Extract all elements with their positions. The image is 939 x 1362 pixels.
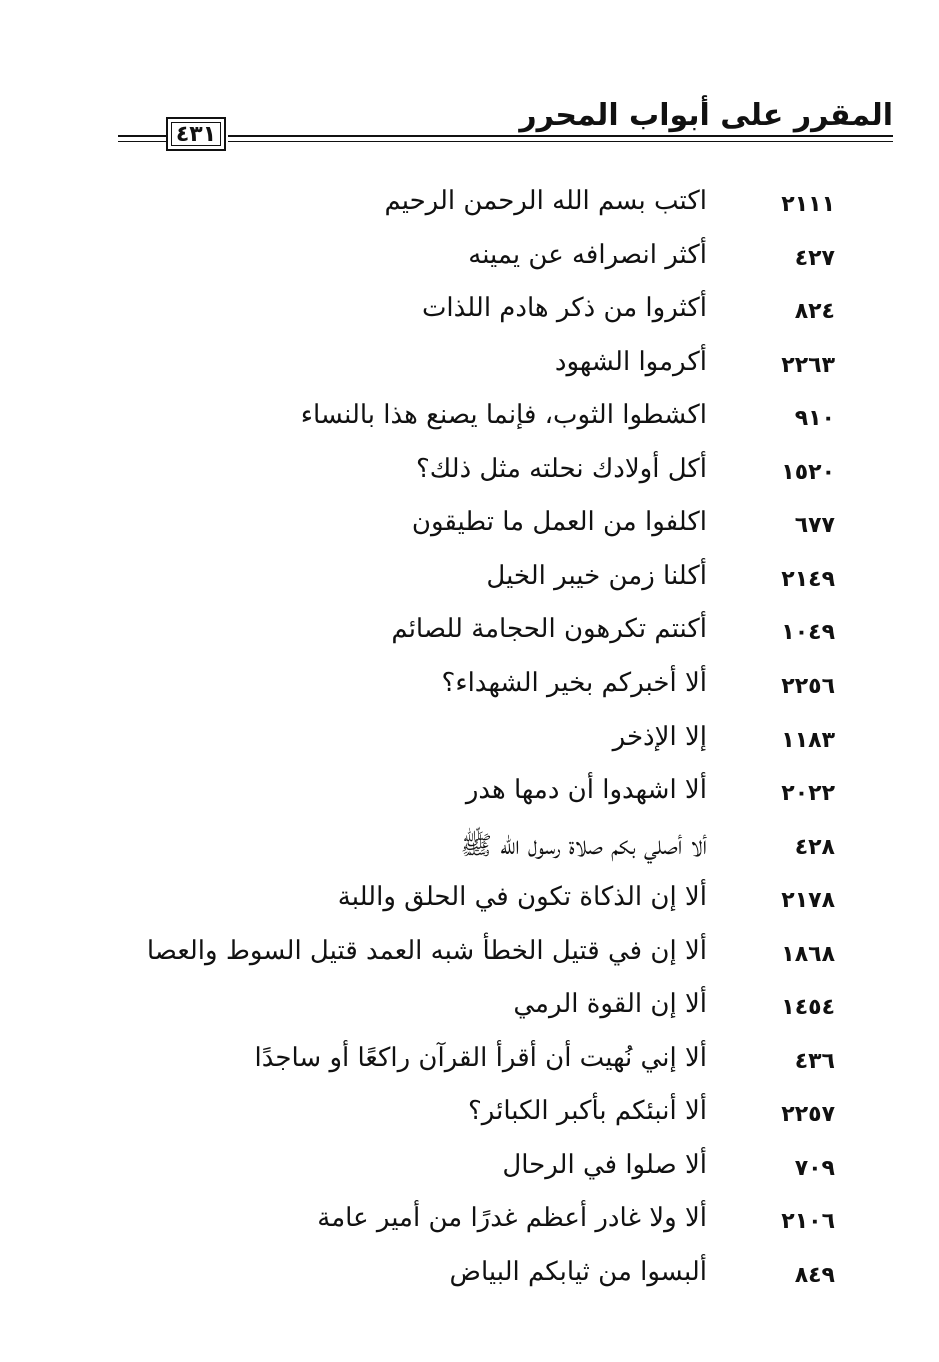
entry-number: ٩١٠	[794, 406, 835, 432]
entry-text: أكنتم تكرهون الحجامة للصائم	[391, 614, 707, 645]
entry-number: ١٠٤٩	[781, 620, 835, 646]
index-entry	[0, 1041, 939, 1093]
index-entry	[0, 987, 939, 1039]
entry-text: أكلنا زمن خيبر الخيل	[486, 560, 707, 591]
entry-text: إلا الإذخر	[612, 721, 707, 752]
entry-text: ألا ولا غادر أعظم غدرًا من أمير عامة	[317, 1203, 707, 1234]
page-number-box	[166, 117, 226, 151]
index-entry	[0, 934, 939, 986]
entry-text: ألا صلوا في الرحال	[502, 1149, 707, 1180]
index-entry	[0, 238, 939, 290]
entry-number: ١١٨٣	[781, 727, 835, 753]
entry-text: ألا أنبئكم بأكبر الكبائر؟	[467, 1096, 707, 1127]
header-rule-left-thin	[118, 141, 166, 142]
index-entry	[0, 452, 939, 504]
entry-text: اكشطوا الثوب، فإنما يصنع هذا بالنساء	[300, 400, 707, 431]
entry-text: اكلفوا من العمل ما تطيقون	[411, 507, 707, 538]
entry-text: اكتب بسم الله الرحمن الرحيم	[384, 186, 707, 216]
index-entry	[0, 666, 939, 718]
entry-number: ١٤٥٤	[781, 995, 835, 1021]
entry-number: ٨٤٩	[794, 1263, 835, 1288]
entry-number: ٢٠٢٢	[781, 781, 835, 807]
entry-text: أكثروا من ذكر هادم اللذات	[421, 293, 707, 324]
index-entry	[0, 184, 939, 236]
entry-number: ٢٢٦٣	[781, 352, 835, 378]
index-entry	[0, 880, 939, 932]
entry-text: ألا إن القوة الرمي	[513, 989, 707, 1020]
entry-number: ٧٠٩	[794, 1155, 835, 1181]
entry-text: ألا أخبركم بخير الشهداء؟	[441, 667, 707, 698]
index-entry	[0, 398, 939, 450]
entry-text: ألا إني نُهيت أن أقرأ القرآن راكعًا أو ساجدًا	[254, 1042, 707, 1073]
entry-number: ٨٢٤	[794, 299, 835, 325]
entry-text: ألا إن في قتيل الخطأ شبه العمد قتيل السوط والعصا	[146, 935, 707, 966]
page-header	[0, 0, 939, 170]
header-rule-thin	[228, 141, 893, 142]
entry-text: أكثر انصرافه عن يمينه	[468, 239, 707, 270]
entry-number: ٤٢٧	[794, 245, 835, 271]
index-entry	[0, 559, 939, 611]
entry-text: أكرموا الشهود	[554, 346, 707, 377]
entry-text: ألبسوا من ثيابكم البياض	[449, 1257, 707, 1287]
entry-number: ٤٢٨	[794, 834, 835, 860]
entry-number: ٢١٠٦	[781, 1209, 835, 1235]
entry-number: ٢٢٥٦	[781, 673, 835, 699]
book-title: المقرر على أبواب المحرر	[519, 98, 893, 133]
entry-text: ألا اشهدوا أن دمها هدر	[465, 775, 707, 806]
index-entry	[0, 505, 939, 557]
entry-number: ٢٢٥٧	[781, 1102, 835, 1128]
index-entry	[0, 720, 939, 772]
index-entry	[0, 1148, 939, 1200]
entry-number: ٦٧٧	[794, 513, 835, 539]
index-entry	[0, 345, 939, 397]
index-entry	[0, 1094, 939, 1146]
entry-text: أكل أولادك نحلته مثل ذلك؟	[415, 453, 707, 484]
entry-number: ٢١٧٨	[781, 888, 835, 914]
entry-number: ٤٣٦	[794, 1048, 835, 1074]
entry-text: ألا أصلي بكم صلاة رسول الله ﷺ	[460, 830, 707, 861]
index-entry	[0, 827, 939, 879]
header-rule-thick	[228, 135, 893, 137]
index-entry	[0, 773, 939, 825]
entry-number: ١٨٦٨	[781, 941, 835, 967]
index-entry	[0, 612, 939, 664]
index-entry	[0, 1201, 939, 1253]
header-rule-left-thick	[118, 135, 166, 137]
entry-text: ألا إن الذكاة تكون في الحلق واللبة	[337, 882, 707, 913]
entry-number: ٢١١١	[781, 192, 835, 217]
index-entry	[0, 291, 939, 343]
entry-number: ١٥٢٠	[781, 459, 835, 485]
index-entry	[0, 1255, 939, 1307]
page-number: ٤٣١	[175, 121, 217, 147]
entry-number: ٢١٤٩	[781, 566, 835, 592]
